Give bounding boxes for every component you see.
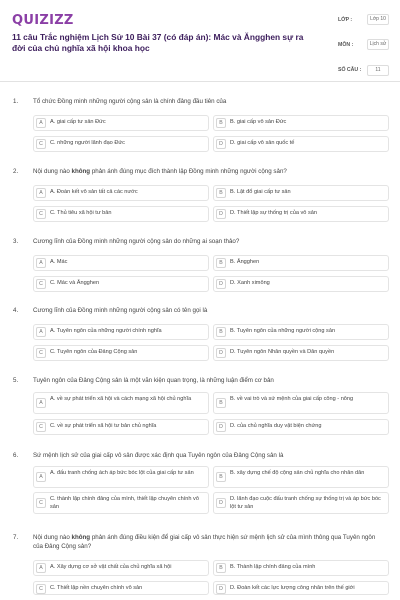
option-letter: A bbox=[36, 563, 46, 573]
option-c[interactable] bbox=[33, 581, 209, 595]
option-c[interactable] bbox=[33, 206, 209, 222]
option-letter: A bbox=[36, 472, 46, 482]
option-text: A. về sự phát triển xã hội và cách mạng xã hội chủ nghĩa bbox=[50, 396, 192, 402]
option-text: C. thành lập chính đảng của mình, thiết lập chuyên chính vô sản bbox=[50, 496, 199, 510]
option-text: C. Thiết lập nền chuyên chính vô sản bbox=[50, 585, 143, 591]
question-text: Tuyên ngôn của Đảng Cộng sản là một văn kiện quan trọng, là những luận điểm cơ bản bbox=[33, 377, 274, 384]
option-letter: C bbox=[36, 139, 46, 149]
option-letter: B bbox=[216, 398, 226, 408]
option-text: A. giai cấp tư sản Đức bbox=[50, 119, 106, 125]
option-text: A. Xây dựng cơ sở vật chất của chủ nghĩa xã hội bbox=[50, 564, 172, 570]
grade-label: LỚP : bbox=[338, 17, 353, 23]
question-text: Cương lĩnh của Đồng minh những người cộng sản có tên gọi là bbox=[33, 307, 208, 314]
option-letter: A bbox=[36, 398, 46, 408]
option-d[interactable] bbox=[213, 136, 389, 152]
question-number: 3. bbox=[13, 238, 19, 245]
option-letter: A bbox=[36, 188, 46, 198]
option-text: D. của chủ nghĩa duy vật biện chứng bbox=[230, 423, 322, 429]
option-d[interactable] bbox=[213, 206, 389, 222]
question-number: 7. bbox=[13, 534, 19, 541]
option-letter: A bbox=[36, 258, 46, 268]
question-number: 1. bbox=[13, 98, 19, 105]
option-a[interactable] bbox=[33, 185, 209, 201]
option-text: D. giai cấp vô sản quốc tế bbox=[230, 140, 295, 146]
option-letter: B bbox=[216, 188, 226, 198]
option-c[interactable] bbox=[33, 276, 209, 292]
option-b[interactable] bbox=[213, 115, 389, 131]
option-letter: C bbox=[36, 209, 46, 219]
option-b[interactable] bbox=[213, 185, 389, 201]
option-text: B. xây dựng chế độ cộng sản chủ nghĩa cho nhân dân bbox=[230, 470, 365, 476]
option-letter: C bbox=[36, 498, 46, 508]
question-text: Tổ chức Đồng minh những người cộng sản là chính đảng đầu tiên của bbox=[33, 98, 227, 105]
option-c[interactable] bbox=[33, 419, 209, 435]
option-b[interactable] bbox=[213, 255, 389, 271]
option-text: B. giai cấp vô sản Đức bbox=[230, 119, 287, 125]
option-letter: A bbox=[36, 118, 46, 128]
option-letter: B bbox=[216, 563, 226, 573]
option-a[interactable] bbox=[33, 560, 209, 576]
option-letter: D bbox=[216, 422, 226, 432]
option-letter: B bbox=[216, 118, 226, 128]
option-letter: B bbox=[216, 327, 226, 337]
option-text: C. về sự phát triển xã hội tư bản chủ nghĩa bbox=[50, 423, 157, 429]
option-b[interactable] bbox=[213, 560, 389, 576]
option-letter: D bbox=[216, 209, 226, 219]
subject-value: Lịch sử bbox=[367, 39, 389, 50]
option-letter: A bbox=[36, 327, 46, 337]
option-text: A. Đoàn kết vô sản tất cả các nước bbox=[50, 189, 138, 195]
option-b[interactable] bbox=[213, 324, 389, 340]
option-text: D. Tuyên ngôn Nhân quyền và Dân quyền bbox=[230, 349, 335, 355]
option-text: C. những người lãnh đạo Đức bbox=[50, 140, 125, 146]
option-letter: C bbox=[36, 422, 46, 432]
emphasis-word: không bbox=[71, 534, 91, 541]
option-text: A. Mác bbox=[50, 259, 68, 265]
option-a[interactable] bbox=[33, 392, 209, 414]
grade-value: Lớp 10 bbox=[367, 14, 389, 25]
option-d[interactable] bbox=[213, 492, 389, 514]
question-text: Cương lĩnh của Đồng minh những người cộng sản do những ai soạn thảo? bbox=[33, 238, 240, 245]
option-a[interactable] bbox=[33, 324, 209, 340]
option-c[interactable] bbox=[33, 492, 209, 514]
option-letter: C bbox=[36, 584, 46, 594]
option-d[interactable] bbox=[213, 419, 389, 435]
page-title: 11 câu Trắc nghiệm Lịch Sử 10 Bài 37 (có đáp án): Mác và Ăngghen sự ra đời của chủ nghĩa xã hội khoa học bbox=[12, 32, 304, 53]
option-text: D. Thiết lập sự thống trị của vô sản bbox=[230, 210, 317, 216]
quiz-header bbox=[0, 0, 400, 82]
option-text: C. Mác và Ăngghen bbox=[50, 280, 100, 286]
option-text: D. Xanh ximông bbox=[230, 280, 270, 286]
option-a[interactable] bbox=[33, 466, 209, 488]
question-text: Nội dung nào không phản ánh đúng mục đích thành lập Đồng minh những người cộng sản? bbox=[33, 168, 287, 175]
question-text: Sứ mệnh lịch sử của giai cấp vô sản được xác định qua Tuyên ngôn của Đảng Cộng sản là bbox=[33, 452, 284, 459]
option-letter: C bbox=[36, 279, 46, 289]
option-text: B. Ăngghen bbox=[230, 259, 260, 265]
option-d[interactable] bbox=[213, 345, 389, 361]
subject-label: MÔN : bbox=[338, 42, 354, 48]
option-letter: C bbox=[36, 348, 46, 358]
option-letter: B bbox=[216, 472, 226, 482]
option-text: C. Thủ tiêu xã hội tư bản bbox=[50, 210, 112, 216]
option-text: D. Đoàn kết các lực lượng công nhân trên thế giới bbox=[230, 585, 355, 591]
question-count-value: 11 bbox=[367, 65, 389, 76]
question-number: 4. bbox=[13, 307, 19, 314]
option-letter: D bbox=[216, 279, 226, 289]
option-b[interactable] bbox=[213, 392, 389, 414]
option-text: A. đấu tranh chống ách áp bức bóc lột của giai cấp tư sản bbox=[50, 470, 194, 476]
emphasis-word: không bbox=[71, 168, 91, 175]
option-c[interactable] bbox=[33, 345, 209, 361]
option-letter: D bbox=[216, 348, 226, 358]
option-text: B. Tuyên ngôn của những người cộng sản bbox=[230, 328, 336, 334]
option-letter: B bbox=[216, 258, 226, 268]
option-d[interactable] bbox=[213, 581, 389, 595]
option-letter: D bbox=[216, 584, 226, 594]
question-number: 5. bbox=[13, 377, 19, 384]
question-number: 2. bbox=[13, 168, 19, 175]
quizizz-logo[interactable]: QUIZIZZ bbox=[12, 13, 74, 28]
option-text: B. về vai trò và sứ mệnh của giai cấp công - nông bbox=[230, 396, 354, 402]
option-text: A. Tuyên ngôn của những người chính nghĩa bbox=[50, 328, 162, 334]
option-text: D. lãnh đạo cuộc đấu tranh chống sự thống trị và áp bức bóc lột tư sản bbox=[230, 496, 381, 510]
option-text: C. Tuyên ngôn của Đảng Cộng sản bbox=[50, 349, 138, 355]
option-letter: D bbox=[216, 139, 226, 149]
question-text: Nội dung nào không phản ánh đúng điều kiện để giai cấp vô sản thực hiện sứ mệnh lịch sử của mình thông qua Tuyên ngôn của Đảng Cộng sản? bbox=[33, 534, 376, 550]
option-d[interactable] bbox=[213, 276, 389, 292]
option-text: B. Thành lập chính đảng của mình bbox=[230, 564, 316, 570]
option-b[interactable] bbox=[213, 466, 389, 488]
option-a[interactable] bbox=[33, 255, 209, 271]
option-c[interactable] bbox=[33, 136, 209, 152]
option-text: B. Lật đổ giai cấp tư sản bbox=[230, 189, 291, 195]
question-count-label: SỐ CÂU : bbox=[338, 67, 362, 73]
question-number: 6. bbox=[13, 452, 19, 459]
option-letter: D bbox=[216, 498, 226, 508]
option-a[interactable] bbox=[33, 115, 209, 131]
